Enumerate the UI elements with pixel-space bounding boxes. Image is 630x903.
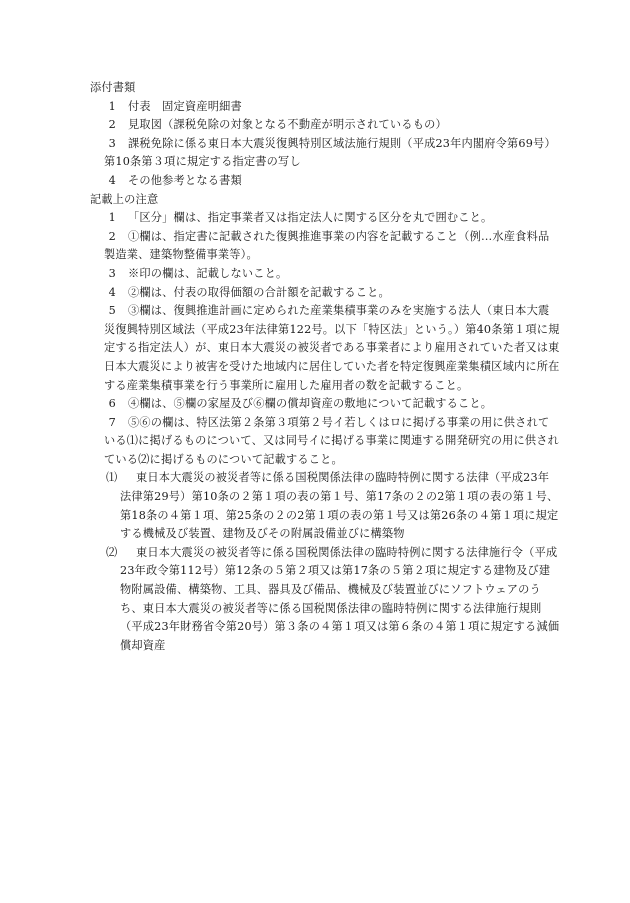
note-item-2 — [90, 228, 560, 265]
note-item-6 — [90, 395, 560, 414]
note-item-5 — [90, 302, 560, 395]
attachment-number: 3 — [108, 136, 116, 150]
subitem-number: ⑴ — [106, 471, 118, 485]
attachment-item-1 — [90, 98, 560, 117]
note-number: 2 — [108, 229, 116, 243]
note-number: 4 — [108, 285, 116, 299]
note-text: ④欄は、⑤欄の家屋及び⑥欄の償却資産の敷地について記載すること。 — [128, 397, 493, 411]
note-text: 「区分」欄は、指定事業者又は指定法人に関する区分を丸で囲むこと。 — [128, 211, 493, 225]
note-item-7 — [90, 414, 560, 470]
attachment-text: 課税免除に係る東日本大震災復興特別区域法施行規則（平成23年内閣府令第69号）第10条第３項に規定する指定書の写し — [104, 136, 556, 169]
subitem-text: 東日本大震災の被災者等に係る国税関係法律の臨時特例に関する法律（平成23年法律第29号）第10条の２第１項の表の第１号、第17条の２の2第１項の表の第１号、第18条の４第１項、第25条の２の2第１項の表の第１号又は第26条の４第１項に規定する機械及び装置、建物及びその附属設備並びに構築物 — [120, 471, 559, 541]
subitem-text: 東日本大震災の被災者等に係る国税関係法律の臨時特例に関する法律施行令（平成23年政令第112号）第12条の５第２項又は第17条の５第２項に規定する建物及び建物附属設備、構築物、工具、器具及び備品、機械及び装置並びにソフトウェアのうち、東日本大震災の被災者等に係る国税関係法律の臨時特例に関する法律施行規則（平成23年財務省令第20号）第３条の４第１項又は第６条の４第１項に規定する減価償却資産 — [120, 545, 560, 652]
attachment-text: その他参考となる書類 — [128, 173, 242, 187]
note-number: 1 — [108, 211, 116, 225]
attachment-item-4 — [90, 172, 560, 191]
note-text: ①欄は、指定書に記載された復興推進事業の内容を記載すること（例…水産食料品製造業、建築物整備事業等）。 — [104, 229, 550, 262]
note-text: ③欄は、復興推進計画に定められた産業集積事業のみを実施する法人（東日本大震災復興特別区域法（平成23年法律第122号。以下「特区法」という。）第40条第１項に規定する指定法人）が、東日本大震災の被災者である事業者により雇用されていた者又は東日本大震災により被害を受けた地域内に居住していた者を特定復興産業集積区域内に所在する産業集積事業を行う事業所に雇用した雇用者の数を記載すること。 — [104, 304, 560, 392]
note-number: 5 — [108, 304, 116, 318]
note-text: ⑤⑥の欄は、特区法第２条第３項第２号イ若しくはロに掲げる事業の用に供されている⑴に掲げるものについて、又は同号イに掲げる事業に関連する開発研究の用に供されている⑵に掲げるものについて記載すること。 — [104, 415, 560, 466]
note-text: ②欄は、付表の取得価額の合計額を記載すること。 — [128, 285, 390, 299]
attachment-number: 2 — [108, 118, 116, 132]
subitem-number: ⑵ — [106, 545, 118, 559]
note-number: 6 — [108, 397, 116, 411]
attachment-text: 付表 固定資産明細書 — [128, 99, 242, 113]
attachment-number: 1 — [108, 99, 116, 113]
note-text: ※印の欄は、記載しないこと。 — [128, 266, 288, 280]
note-item-3 — [90, 265, 560, 284]
note-item-4 — [90, 284, 560, 303]
notes-heading: 記載上の注意 — [90, 192, 159, 206]
document-body — [90, 79, 560, 655]
attachment-item-2 — [90, 116, 560, 135]
attachment-text: 見取図（課税免除の対象となる不動産が明示されているもの） — [128, 118, 447, 132]
note-number: 3 — [108, 266, 116, 280]
note-item-1 — [90, 209, 560, 228]
attachment-item-3 — [90, 135, 560, 172]
attachment-number: 4 — [108, 173, 116, 187]
note-subitem-1 — [104, 469, 560, 543]
note-number: 7 — [108, 415, 116, 429]
note-subitem-2 — [104, 544, 560, 656]
attachments-heading: 添付書類 — [90, 81, 136, 94]
